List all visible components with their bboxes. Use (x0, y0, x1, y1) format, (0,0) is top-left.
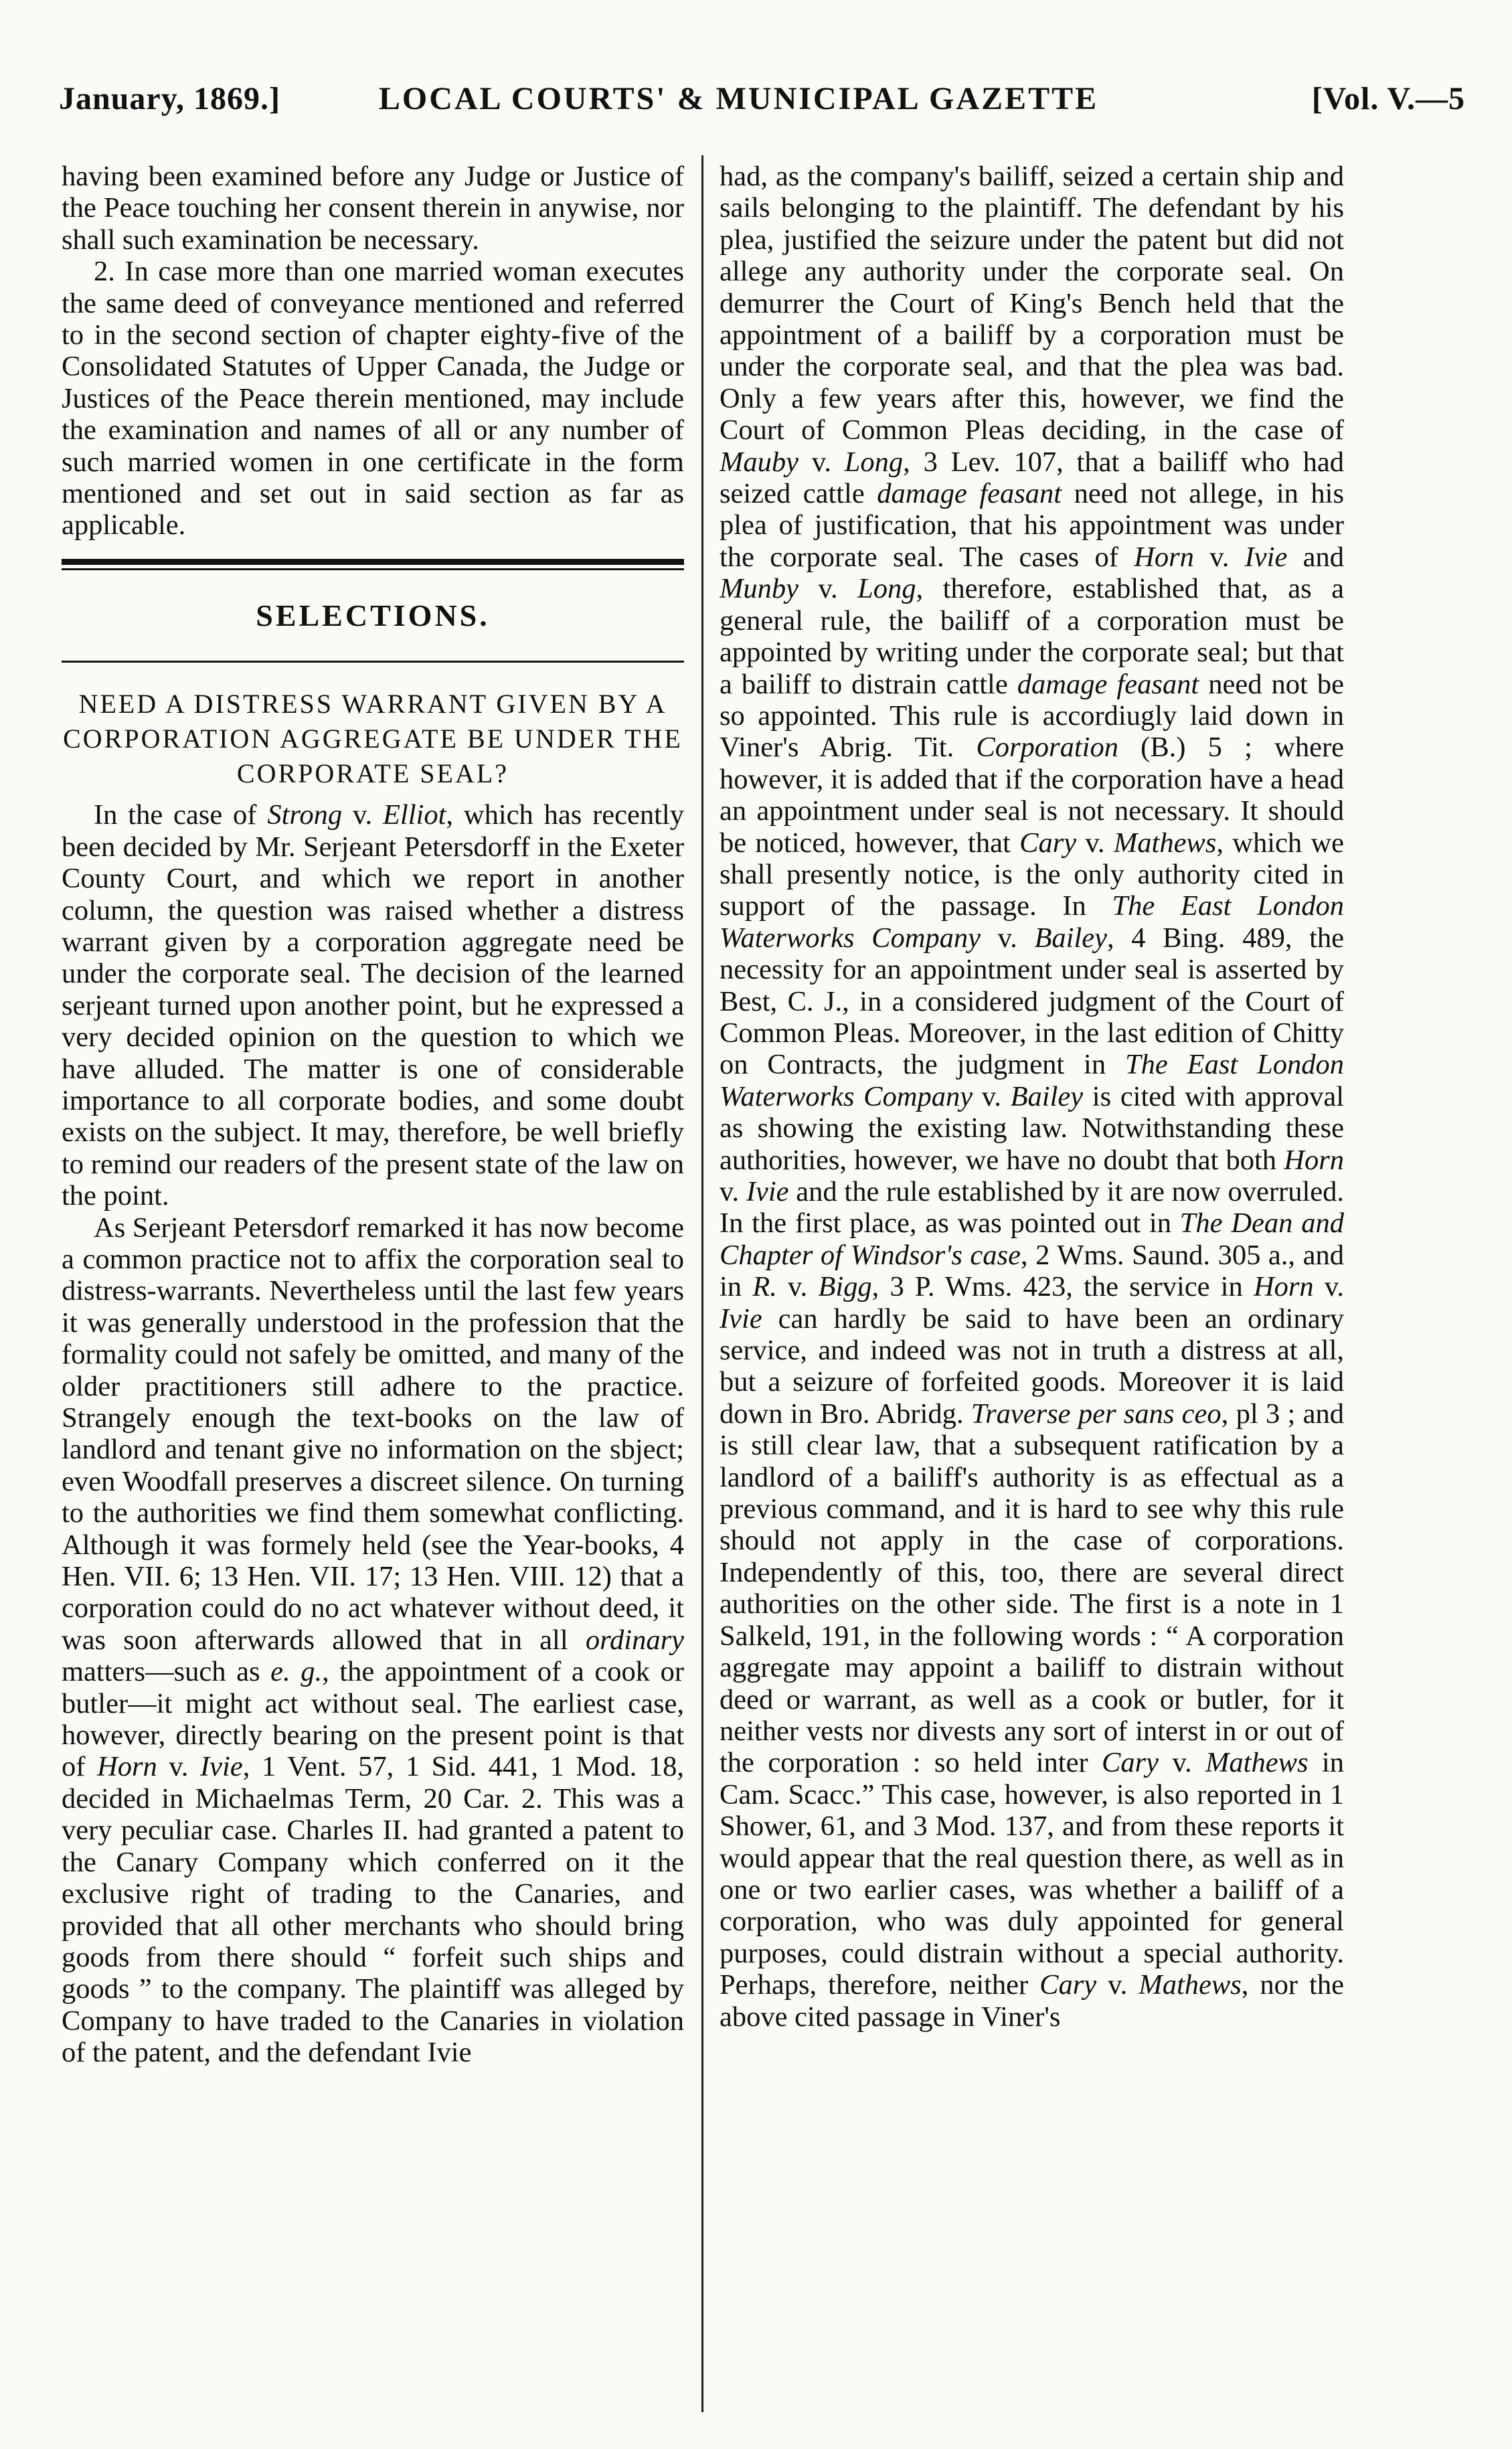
italic-citation: Ivie (720, 1302, 762, 1335)
italic-citation: damage feasant (877, 478, 1062, 510)
italic-citation: Elliot (382, 799, 446, 831)
text-run: As Serjeant Petersdorf remarked it has now become a common practice not to affix the corporation seal to distress-warrants. Nevertheless until the last few years it was generally understood in the profession that the formality could not safely be omitted, and many of the older practitioners still adhere to the practice. Strangely enough the text-books on the law of landlord and tenant give no information on the sbject; even Woodfall preserves a discreet silence. On turning to the authorities we find them somewhat conflicting. Although it was formely held (see the Year-books, 4 Hen. VII. 6; 13 Hen. VII. 17; 13 Hen. VIII. 12) that a corporation could do no act whatever without deed, it was soon afterwards allowed that in all (62, 1211, 684, 1656)
section-heading: SELECTIONS. (256, 598, 490, 632)
italic-citation: Bailey (1010, 1080, 1084, 1112)
italic-citation: The Dean and Chapter of Windsor's case (720, 1207, 1344, 1271)
italic-citation: damage feasant (1017, 668, 1199, 700)
italic-citation: Mathews (1113, 827, 1217, 859)
italic-citation: e. g. (270, 1656, 323, 1688)
text-run: v. (799, 446, 845, 478)
text-run: need not allege, in his plea of justification, that his appointment was under the corporate seal. The cases of (720, 478, 1344, 573)
text-run: v. (1159, 1747, 1206, 1779)
italic-citation: Long (844, 446, 904, 478)
text-run: , 3 P. Wms. 423, the service in (871, 1271, 1254, 1303)
italic-citation: Mathews (1205, 1747, 1309, 1779)
italic-citation: The East London Waterworks Company (720, 890, 1344, 954)
text-run: , pl 3 ; and is still clear law, that a subsequent ratification by a landlord of a bailiff's authority is as effectual as a previous command, and it is hard to see why this rule should not apply in the case of corporations. Independently of this, too, there are several direct authorities on the other side. The first is a note in 1 Salkeld, 191, in the following words : “ A corporation aggregate may appoint a bailiff to distrain without deed or warrant, as well as a cook or butler, for it neither vests nor divests any sort of interst in or out of the corporation : so held inter (720, 1398, 1344, 1779)
italic-citation: Ivie (200, 1751, 243, 1783)
right-column (720, 161, 1344, 2389)
text-run: matters—such as (62, 1656, 271, 1688)
italic-citation: R. (752, 1271, 777, 1303)
text-run: v. (720, 1176, 746, 1207)
text-run: , which we shall presently notice, is the only authority cited in support of the passage. In (720, 827, 1344, 922)
text-run: v. (1096, 1969, 1139, 2001)
italic-citation: Horn (97, 1751, 157, 1783)
right-paragraph-1 (720, 161, 1344, 2033)
text-run: , 4 Bing. 489, the necessity for an appointment under seal is asserted by Best, C. J., in a considered judgment of the Court of Common Pleas. Moreover, in the last edition of Chitty on Contracts, the judgment in (720, 922, 1344, 1081)
text-run: , 1 Vent. 57, 1 Sid. 441, 1 Mod. 18, decided in Michaelmas Term, 20 Car. 2. This was a very peculiar case. Charles II. had granted a patent to the Canary Company which conferred on it the exclusive right of trading to the Canaries, and provided that all other merchants who should bring goods from there should “ forfeit such ships and goods ” to the company. The plaintiff was alleged by Company to have traded to the Canaries in violation of the patent, and the defendant Ivie (62, 1751, 684, 2069)
text-run: v. (1076, 827, 1114, 859)
page-header (59, 80, 1465, 134)
italic-citation: Cary (1039, 1969, 1097, 2001)
article-title: NEED A DISTRESS WARRANT GIVEN BY A CORPORATION AGGREGATE BE UNDER THE CORPORATE SEAL? (63, 689, 683, 789)
left-paragraph-1: having been examined before any Judge or Justice of the Peace touching her consent therein in anywise, nor shall such examination be necessary. (62, 161, 684, 256)
text-run: need not be so appointed. This rule is accordiugly laid down in Viner's Abrig. Tit. (720, 668, 1344, 764)
italic-citation: Mathews (1139, 1969, 1242, 2001)
italic-citation: Ivie (746, 1176, 789, 1207)
text-run: v. (157, 1751, 201, 1783)
italic-citation: ordinary (585, 1624, 684, 1656)
text-run: and the rule established by it are now overruled. In the first place, as was pointed out in (720, 1176, 1344, 1240)
italic-citation: Bailey (1034, 922, 1107, 954)
text-run: (B.) 5 ; where however, it is added that if the corporation have a head an appointment under seal is not necessary. It should be noticed, however, that (720, 732, 1344, 859)
italic-citation: Horn (1253, 1271, 1314, 1303)
text-run: , 3 Lev. 107, that a bailiff who had seized cattle (720, 446, 1344, 510)
text-run: v. (776, 1271, 819, 1303)
text-run: v. (1313, 1271, 1344, 1303)
left-column (62, 161, 684, 2389)
italic-citation: Horn (1134, 541, 1194, 573)
italic-citation: Horn (1284, 1144, 1344, 1176)
left-paragraph-4 (62, 1212, 684, 2069)
italic-citation: Strong (267, 799, 343, 831)
header-volume: [Vol. V.—5 (1311, 81, 1465, 116)
text-run: In the case of (94, 799, 268, 831)
italic-citation: The East London Waterworks Company (720, 1049, 1344, 1112)
section-rule (62, 559, 684, 570)
text-run: , therefore, established that, as a general rule, the bailiff of a corporation must be appointed by writing under the corporate seal; but that a bailiff to distrain cattle (720, 573, 1344, 700)
left-paragraph-2: 2. In case more than one married woman executes the same deed of conveyance mentioned and referred to in the second section of chapter eighty-five of the Consolidated Statutes of Upper Canada, the Judge or Justices of the Peace therein mentioned, may include the examination and names of all or any number of such married women in one certificate in the form mentioned and set out in said section as far as applicable. (62, 256, 684, 541)
italic-citation: Traverse per sans ceo (971, 1398, 1222, 1430)
column-divider (701, 155, 703, 2412)
header-title: LOCAL COURTS' & MUNICIPAL GAZETTE (378, 81, 1099, 116)
text-run: , the appointment of a cook or butler—it might act without seal. The earliest case, however, directly bearing on the present point is that of (62, 1656, 684, 1783)
text-run: in Cam. Scacc.” This case, however, is also reported in 1 Shower, 61, and 3 Mod. 137, and from these reports it would appear that the real question there, as well as in one or two earlier cases, was whether a bailiff of a corporation, who was duly appointed for general purposes, could distrain without a special authority. Perhaps, therefore, neither (720, 1747, 1344, 2001)
heading-rule (62, 661, 684, 663)
italic-citation: Long (857, 573, 916, 605)
italic-citation: Munby (720, 573, 799, 605)
text-run: is cited with approval as showing the existing law. Notwithstanding these authorities, however, we have no doubt that both (720, 1080, 1344, 1176)
text-run: v. (799, 573, 858, 605)
italic-citation: Corporation (976, 732, 1118, 764)
text-run: , nor the above cited passage in Viner's (720, 1969, 1344, 2033)
text-run: , 2 Wms. Saund. 305 a., and in (720, 1239, 1344, 1303)
text-run: v. (973, 1080, 1011, 1112)
text-run: had, as the company's bailiff, seized a certain ship and sails belonging to the plaintiff. The defendant by his plea, justified the seizure under the patent but did not allege any authority under the corporate seal. On demurrer the Court of King's Bench held that the appointment of a bailiff by a corporation must be under the corporate seal, and that the plea was bad. Only a few years after this, however, we find the Court of Common Pleas deciding, in the case of (720, 161, 1344, 446)
italic-citation: Bigg (818, 1271, 872, 1303)
text-run: v. (981, 922, 1035, 954)
left-paragraph-3 (62, 799, 684, 1211)
text-run: , which has recently been decided by Mr. Serjeant Petersdorff in the Exeter County Court, and which we report in another column, the question was raised whether a distress warrant given by a corporation aggregate need be under the corporate seal. The decision of the learned serjeant turned upon another point, but he expressed a very decided opinion on the question to which we have alluded. The matter is one of considerable importance to all corporate bodies, and some doubt exists on the subject. It may, therefore, be well briefly to remind our readers of the present state of the law on the point. (62, 799, 684, 1212)
header-date: January, 1869.] (59, 81, 281, 116)
italic-citation: Cary (1019, 827, 1077, 859)
text-run: can hardly be said to have been an ordinary service, and indeed was not in truth a distress at all, but a seizure of forfeited goods. Moreover it is laid down in Bro. Abridg. (720, 1302, 1344, 1430)
italic-citation: Cary (1102, 1747, 1159, 1779)
text-run: and (1287, 541, 1344, 573)
italic-citation: Ivie (1244, 541, 1288, 573)
text-run: v. (342, 799, 383, 831)
text-run: v. (1193, 541, 1245, 573)
italic-citation: Mauby (720, 446, 799, 478)
